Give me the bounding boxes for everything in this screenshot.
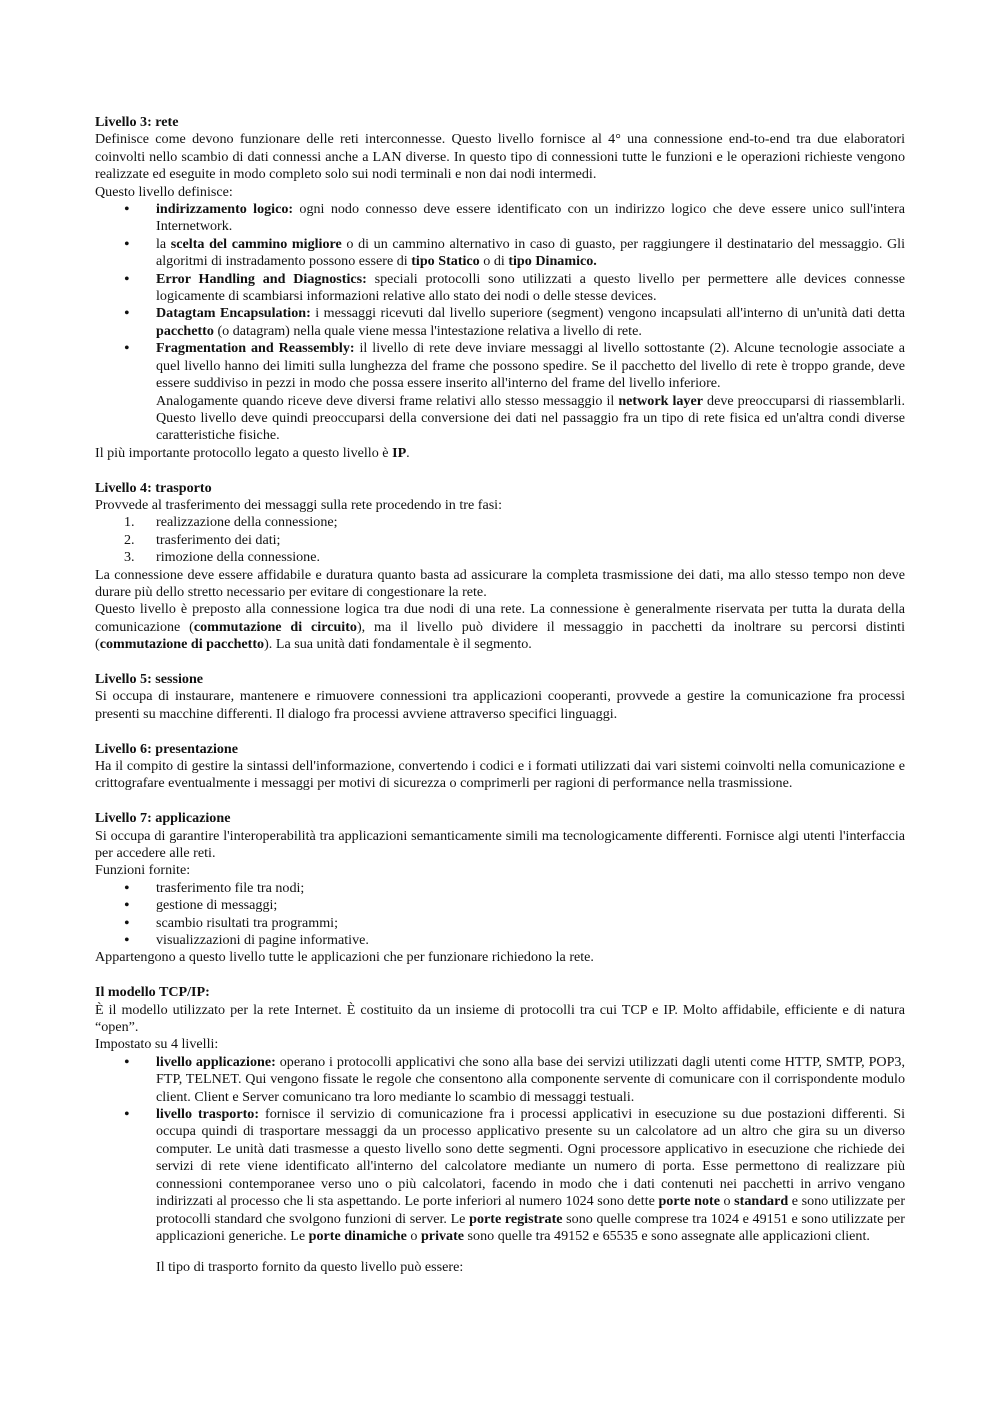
livello-6-paragraph: Ha il compito di gestire la sintassi dell'informazione, convertendo i codici e i formati utilizzati dai vari sistemi coinvolti nella comunicazione e crittografare eventualmente i messaggi per motivi di sicurezza o comprimerli per ragioni di performance nella trasmissione. xyxy=(95,757,905,792)
livello-3-bullet-list xyxy=(95,201,905,445)
list-item: • visualizzazioni di pagine informative. xyxy=(95,932,905,949)
livello-4-paragraph: La connessione deve essere affidabile e duratura quanto basta ad assicurare la completa trasmissione dei dati, ma allo stesso tempo non deve durare più dello stretto necessario per evitare di congestionare la rete. xyxy=(95,566,905,600)
section-title-livello-7: Livello 7: applicazione xyxy=(95,810,231,827)
section-title-livello-4: Livello 4: trasporto xyxy=(95,479,212,496)
livello-3-intro: Definisce come devono funzionare delle reti interconnesse. Questo livello fornisce al 4° una connessione end-to-end tra due elaboratori coinvolti nello scambio di dati connessi anche a LAN diverse. In questo tipo di connessioni tutte le funzioni e le operazioni richieste vengono realizzate ed eseguite in modo completo solo sui nodi terminali e non dai nodi intermedi. xyxy=(95,131,905,183)
section-title-livello-3: Livello 3: rete xyxy=(95,114,179,130)
livello-7-lead: Funzioni fornite: xyxy=(95,862,191,879)
list-item: • Datagtam Encapsulation: i messaggi ricevuti dal livello superiore (segment) vengono incapsulati all'interno di un'unità dati detta pacchetto (o datagram) nella quale viene messa l'intestazione relativa a livello di rete. xyxy=(95,305,905,340)
tcp-ip-intro: È il modello utilizzato per la rete Internet. È costituito da un insieme di protocolli tra cui TCP e IP. Molto affidabile, efficiente e di natura “open”. xyxy=(95,1001,905,1036)
list-item: • Error Handling and Diagnostics: speciali protocolli sono utilizzati a questo livello per permettere alle devices connesse logicamente di scambiarsi informazioni relative allo stato dei nodi o delle stesse devices. xyxy=(95,271,905,306)
list-item: 1. realizzazione della connessione; xyxy=(124,514,338,531)
list-item: • livello applicazione: operano i protocolli applicativi che sono alla base dei servizi utilizzati dagli utenti come HTTP, SMTP, POP3, FTP, TELNET. Qui vengono fissate le regole che consentono alla componente servente di comunicare con il corrispondente modulo client. Client e Server comunicano tra loro mediante lo scambio di messaggi testuali. xyxy=(95,1054,905,1106)
livello-4-intro: Provvede al trasferimento dei messaggi sulla rete procedendo in tre fasi: xyxy=(95,496,503,513)
section-title-livello-6: Livello 6: presentazione xyxy=(95,740,239,757)
livello-3-closing: Il più importante protocollo legato a questo livello è IP. xyxy=(95,444,410,461)
spacer xyxy=(95,723,905,740)
livello-4-paragraph: Questo livello è preposto alla connessione logica tra due nodi di una rete. La connessione è generalmente riservata per tutta la durata della comunicazione (commutazione di circuito), ma il livello può dividere il messaggio in pacchetti da inoltrare su percorsi distinti (commutazione di pacchetto). La sua unità dati fondamentale è il segmento. xyxy=(95,601,905,653)
list-item: • Fragmentation and Reassembly: il livello di rete deve inviare messaggi al livello sottostante (2). Alcune tecnologie associate a quel livello hanno dei limiti sulla lunghezza del frame che possono spedire. Se il pacchetto del livello di rete è troppo grande, deve essere suddiviso in pezzi in modo che possa essere inserito all'interno del frame del livello inferiore. Analogamente quando riceve deve diversi frame relativi allo stesso messaggio il network layer deve preoccuparsi di riassemblarli. Questo livello deve quindi preoccuparsi della conversione dei dati nel passaggio fra un tipo di rete fisica ed un'altra condi diverse caratteristiche fisiche. xyxy=(95,340,905,444)
livello-7-closing: Appartengono a questo livello tutte le applicazioni che per funzionare richiedono la rete. xyxy=(95,949,594,966)
list-item: • trasferimento file tra nodi; xyxy=(95,880,905,897)
livello-4-steps-list xyxy=(95,514,905,566)
list-item: • scambio risultati tra programmi; xyxy=(95,915,905,932)
livello-3-lead: Questo livello definisce: xyxy=(95,183,233,200)
tcp-ip-lead: Impostato su 4 livelli: xyxy=(95,1036,219,1053)
spacer xyxy=(95,793,905,810)
spacer xyxy=(95,654,905,671)
livello-7-functions-list xyxy=(95,880,905,950)
spacer xyxy=(95,462,905,479)
tcp-ip-trailing-line: Il tipo di trasporto fornito da questo livello può essere: xyxy=(156,1259,464,1276)
section-title-tcp-ip: Il modello TCP/IP: xyxy=(95,984,210,1001)
livello-7-paragraph: Si occupa di garantire l'interoperabilità tra applicazioni semanticamente simili ma tecnologicamente differenti. Fornisce algi utenti l'interfaccia per accedere alle reti. xyxy=(95,827,905,861)
list-item: 2. trasferimento dei dati; xyxy=(124,531,281,548)
tcp-ip-levels-list xyxy=(95,1054,905,1245)
list-item: 3. rimozione della connessione. xyxy=(124,549,320,566)
section-title-livello-5: Livello 5: sessione xyxy=(95,670,204,687)
list-item: • livello trasporto: fornisce il servizio di comunicazione fra i processi applicativi in esecuzione su due postazioni differenti. Si occupa quindi di trasportare messaggi da un processo applicativo presente su un calcolatore ad un altro che gira su un diverso computer. Le unità dati trasmesse a questo livello sono dette segmenti. Ogni processore applicativo in esecuzione che richiede dei servizi di rete viene identificato all'interno del calcolatore mediante un numero di porta. Esse permettono di realizzare più connessioni contemporanee verso uno o più calcolatori, facendo in modo che i dati contenuti nei pacchetti in arrivo vengano indirizzati al processo che li sta aspettando. Le porte inferiori al numero 1024 sono dette porte note o standard e sono utilizzate per protocolli standard che svolgono funzioni di server. Le porte registrate sono quelle comprese tra 1024 e 49151 e sono utilizzate per applicazioni generiche. Le porte dinamiche o private sono quelle tra 49152 e 65535 e sono assegnate alle applicazioni client. xyxy=(95,1106,905,1245)
list-item: • indirizzamento logico: ogni nodo connesso deve essere identificato con un indirizzo logico che deve essere unico sull'intera Internetwork. xyxy=(95,201,905,236)
livello-5-paragraph: Si occupa di instaurare, mantenere e rimuovere connessioni tra applicazioni cooperanti, provvede a gestire la comunicazione fra processi presenti su macchine differenti. Il dialogo fra processi avviene attraverso specifici linguaggi. xyxy=(95,688,905,722)
list-item: • gestione di messaggi; xyxy=(95,897,905,914)
list-item: • la scelta del cammino migliore o di un cammino alternativo in caso di guasto, per raggiungere il destinatario del messaggio. Gli algoritmi di instradamento possono essere di tipo Statico o di tipo Dinamico. xyxy=(95,236,905,271)
spacer xyxy=(95,967,905,984)
